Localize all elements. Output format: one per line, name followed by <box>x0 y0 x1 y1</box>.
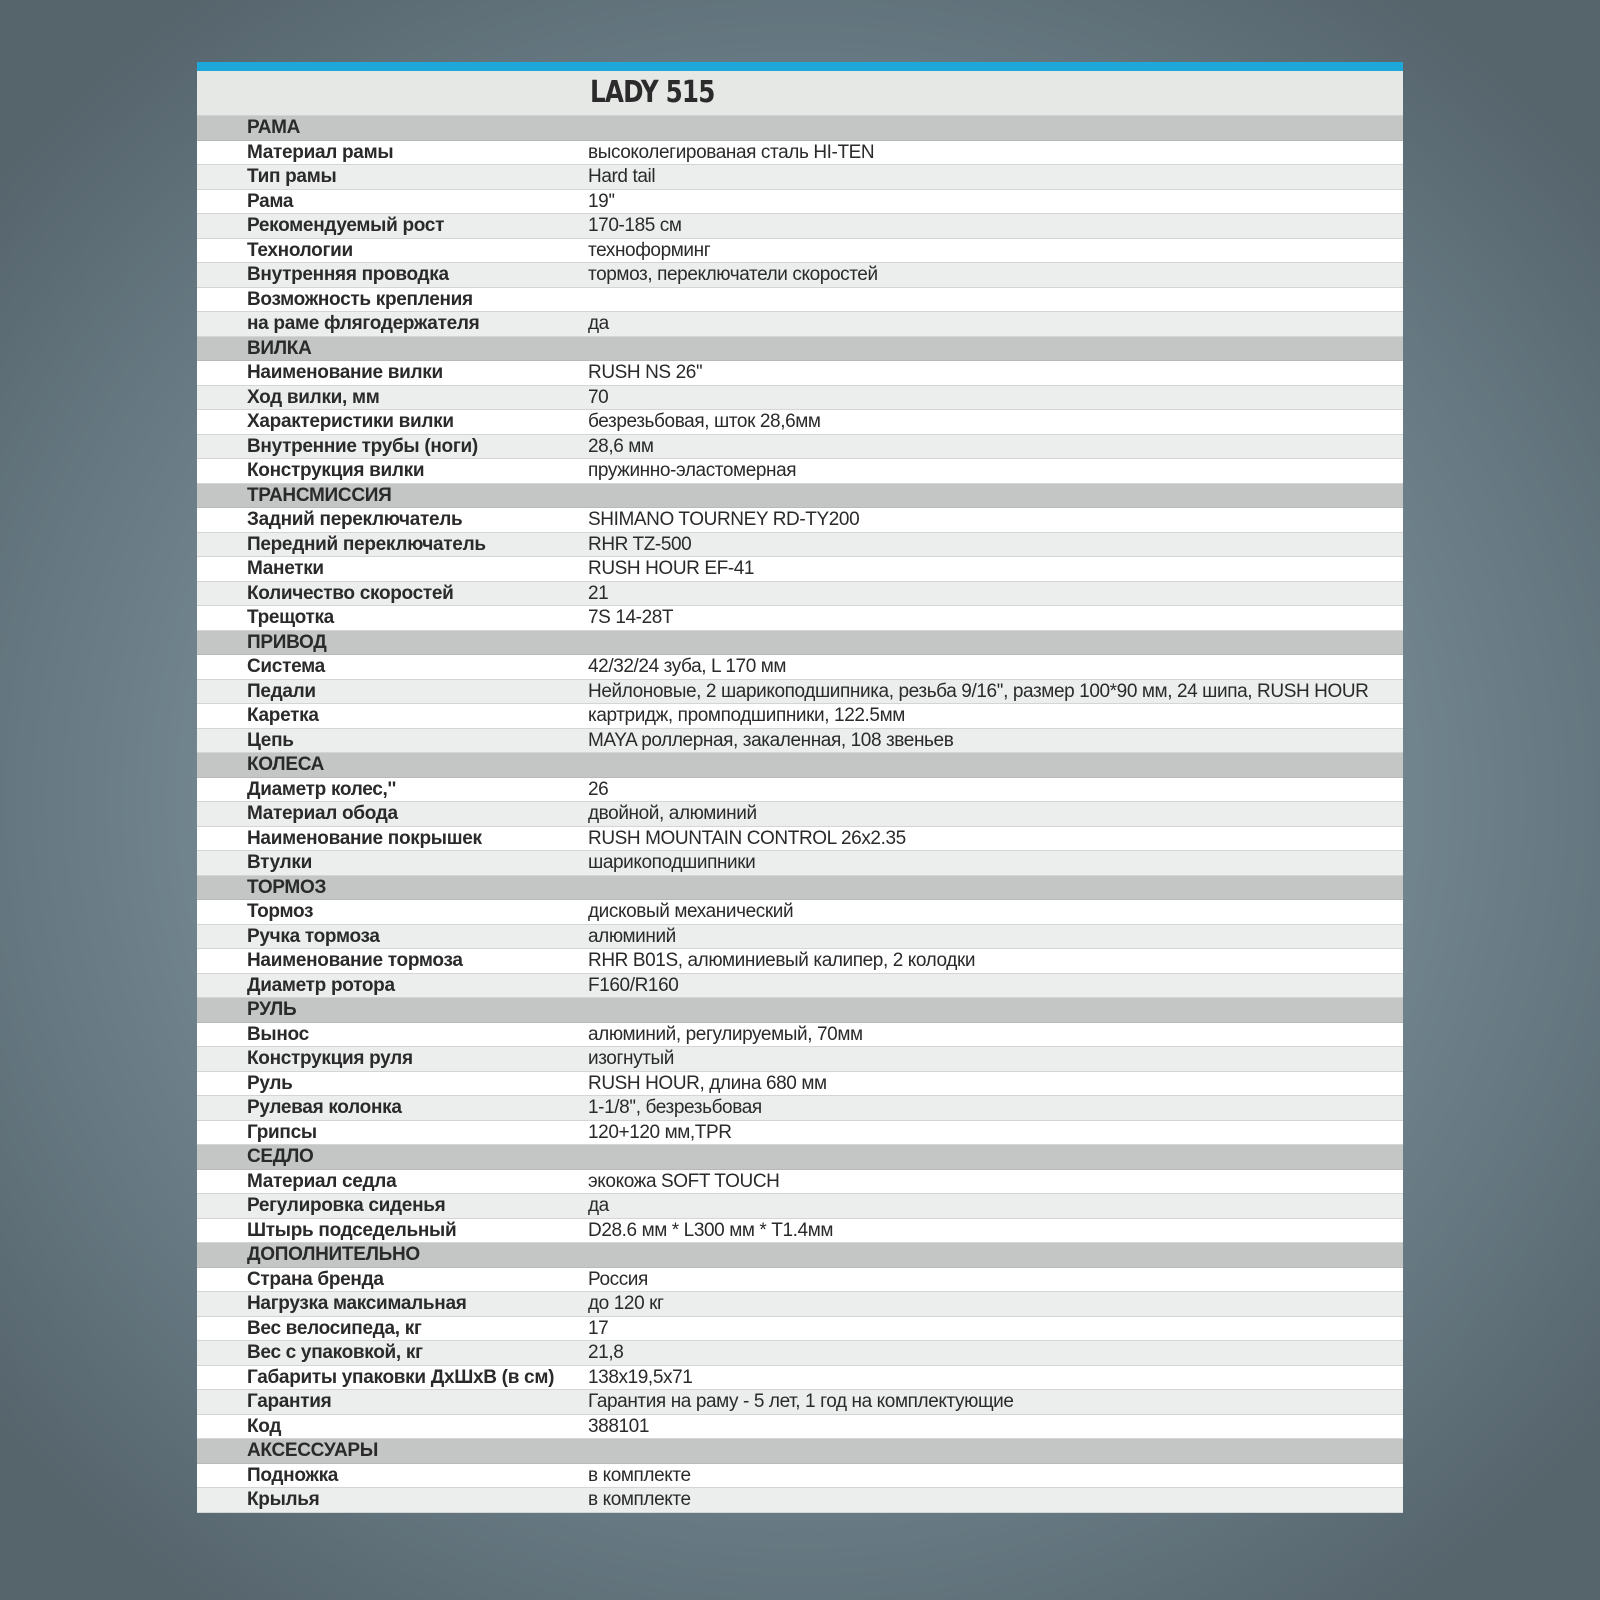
spec-label: Технологии <box>247 239 353 261</box>
spec-value: 120+120 мм,TPR <box>588 1121 732 1143</box>
spec-value: да <box>588 1195 609 1217</box>
spec-label: Втулки <box>247 852 313 874</box>
spec-row <box>197 1121 1403 1146</box>
spec-label: Габариты упаковки ДхШхВ (в см) <box>247 1366 555 1388</box>
spec-value: 26 <box>588 778 609 800</box>
spec-value: SHIMANO TOURNEY RD-TY200 <box>588 509 860 531</box>
spec-value: 28,6 мм <box>588 435 654 457</box>
section-title: ДОПОЛНИТЕЛЬНО <box>247 1244 420 1266</box>
spec-value: высоколегированая сталь HI-TEN <box>588 141 875 163</box>
spec-label: Трещотка <box>247 607 334 629</box>
spec-row <box>197 1488 1403 1513</box>
spec-row <box>197 239 1403 264</box>
section-title: АКСЕССУАРЫ <box>247 1440 379 1462</box>
section-header <box>197 1145 1403 1170</box>
spec-row <box>197 435 1403 460</box>
spec-row <box>197 361 1403 386</box>
spec-row <box>197 925 1403 950</box>
spec-value: RUSH NS 26'' <box>588 362 703 384</box>
section-header <box>197 337 1403 362</box>
spec-value: 42/32/24 зуба, L 170 мм <box>588 656 787 678</box>
spec-sheet <box>197 62 1403 1513</box>
spec-value: 21,8 <box>588 1342 624 1364</box>
spec-label: Регулировка сиденья <box>247 1195 446 1217</box>
section-title: РУЛЬ <box>247 999 297 1021</box>
spec-label: Страна бренда <box>247 1268 384 1290</box>
spec-value: да <box>588 313 609 335</box>
spec-row <box>197 386 1403 411</box>
spec-label: Тормоз <box>247 901 314 923</box>
spec-row <box>197 1072 1403 1097</box>
spec-value: алюминий <box>588 925 676 947</box>
page-title: LADY 515 <box>590 75 715 110</box>
spec-value: шарикоподшипники <box>588 852 756 874</box>
spec-label: Нагрузка максимальная <box>247 1293 467 1315</box>
spec-value: пружинно-эластомерная <box>588 460 797 482</box>
spec-value: тормоз, переключатели скоростей <box>588 264 878 286</box>
spec-label: Ручка тормоза <box>247 925 380 947</box>
spec-label: Код <box>247 1415 282 1437</box>
section-header <box>197 1243 1403 1268</box>
spec-row <box>197 1096 1403 1121</box>
spec-row <box>197 1047 1403 1072</box>
spec-label: Рекомендуемый рост <box>247 215 445 237</box>
spec-table <box>197 116 1403 1513</box>
spec-row <box>197 1390 1403 1415</box>
spec-label: Вес велосипеда, кг <box>247 1317 422 1339</box>
spec-row <box>197 508 1403 533</box>
spec-label: Материал рамы <box>247 141 394 163</box>
spec-row <box>197 827 1403 852</box>
section-title: КОЛЕСА <box>247 754 325 776</box>
spec-row <box>197 802 1403 827</box>
spec-value: в комплекте <box>588 1464 691 1486</box>
spec-label: Диаметр колес,'' <box>247 778 396 800</box>
spec-label: Гарантия <box>247 1391 332 1413</box>
section-header <box>197 876 1403 901</box>
spec-row <box>197 533 1403 558</box>
spec-row <box>197 606 1403 631</box>
spec-label: Конструкция вилки <box>247 460 425 482</box>
spec-label: на раме флягодержателя <box>247 313 480 335</box>
spec-row <box>197 1317 1403 1342</box>
spec-value: 17 <box>588 1317 609 1339</box>
spec-row <box>197 1366 1403 1391</box>
spec-value: 170-185 см <box>588 215 682 237</box>
spec-value: Hard tail <box>588 166 656 188</box>
spec-value: D28.6 мм * L300 мм * T1.4мм <box>588 1219 834 1241</box>
spec-row <box>197 1415 1403 1440</box>
spec-row <box>197 557 1403 582</box>
spec-label: Вес с упаковкой, кг <box>247 1342 423 1364</box>
spec-label: Вынос <box>247 1023 309 1045</box>
section-title: ВИЛКА <box>247 337 312 359</box>
spec-label: Задний переключатель <box>247 509 463 531</box>
spec-value: 1-1/8'', безрезьбовая <box>588 1097 762 1119</box>
spec-row <box>197 778 1403 803</box>
spec-row <box>197 680 1403 705</box>
spec-label: Количество скоростей <box>247 582 454 604</box>
spec-label: Ход вилки, мм <box>247 386 380 408</box>
spec-value: 70 <box>588 386 609 408</box>
section-title: ТРАНСМИССИЯ <box>247 484 392 506</box>
spec-value: алюминий, регулируемый, 70мм <box>588 1023 863 1045</box>
spec-row <box>197 1464 1403 1489</box>
spec-row <box>197 1194 1403 1219</box>
spec-value: 21 <box>588 582 609 604</box>
spec-row <box>197 263 1403 288</box>
spec-value: RUSH MOUNTAIN CONTROL 26x2.35 <box>588 827 906 849</box>
spec-value: безрезьбовая, шток 28,6мм <box>588 411 821 433</box>
section-title: СЕДЛО <box>247 1146 314 1168</box>
spec-label: Грипсы <box>247 1121 317 1143</box>
spec-row <box>197 288 1403 313</box>
spec-label: Педали <box>247 680 316 702</box>
spec-row <box>197 1268 1403 1293</box>
spec-row <box>197 1170 1403 1195</box>
spec-row <box>197 974 1403 999</box>
spec-label: Подножка <box>247 1464 339 1486</box>
spec-label: Внутренние трубы (ноги) <box>247 435 478 457</box>
spec-label: Наименование тормоза <box>247 950 463 972</box>
spec-value: Россия <box>588 1268 648 1290</box>
spec-value: Нейлоновые, 2 шарикоподшипника, резьба 9/16'', размер 100*90 мм, 24 шипа, RUSH HOUR <box>588 680 1369 702</box>
spec-value: RHR B01S, алюминиевый калипер, 2 колодки <box>588 950 976 972</box>
spec-label: Штырь подседельный <box>247 1219 457 1241</box>
spec-label: Рулевая колонка <box>247 1097 402 1119</box>
spec-value: 19'' <box>588 190 615 212</box>
spec-value: RUSH HOUR, длина 680 мм <box>588 1072 827 1094</box>
spec-value: Гарантия на раму - 5 лет, 1 год на комплектующие <box>588 1391 1014 1413</box>
spec-row <box>197 851 1403 876</box>
spec-value: MAYA роллерная, закаленная, 108 звеньев <box>588 729 954 751</box>
spec-label: Крылья <box>247 1489 320 1511</box>
spec-label: Внутренняя проводка <box>247 264 449 286</box>
section-header <box>197 998 1403 1023</box>
spec-row <box>197 410 1403 435</box>
spec-label: Передний переключатель <box>247 533 486 555</box>
spec-value: RUSH HOUR EF-41 <box>588 558 755 580</box>
spec-row <box>197 704 1403 729</box>
spec-value: дисковый механический <box>588 901 794 923</box>
section-title: ПРИВОД <box>247 631 327 653</box>
spec-row <box>197 1023 1403 1048</box>
spec-row <box>197 582 1403 607</box>
spec-row <box>197 312 1403 337</box>
spec-value: до 120 кг <box>588 1293 664 1315</box>
spec-value: экокожа SOFT TOUCH <box>588 1170 780 1192</box>
spec-label: Конструкция руля <box>247 1048 413 1070</box>
spec-value: 7S 14-28T <box>588 607 674 629</box>
spec-row <box>197 900 1403 925</box>
spec-value: двойной, алюминий <box>588 803 757 825</box>
spec-label: Диаметр ротора <box>247 974 395 996</box>
title-row <box>197 71 1403 116</box>
spec-label: Наименование покрышек <box>247 827 482 849</box>
section-header <box>197 753 1403 778</box>
spec-value: картридж, промподшипники, 122.5мм <box>588 705 905 727</box>
spec-row <box>197 655 1403 680</box>
section-header <box>197 1439 1403 1464</box>
spec-label: Цепь <box>247 729 294 751</box>
spec-row <box>197 165 1403 190</box>
spec-row <box>197 190 1403 215</box>
spec-row <box>197 459 1403 484</box>
spec-row <box>197 949 1403 974</box>
spec-row <box>197 1219 1403 1244</box>
spec-value: в комплекте <box>588 1489 691 1511</box>
spec-label: Наименование вилки <box>247 362 443 384</box>
spec-row <box>197 1292 1403 1317</box>
spec-row <box>197 141 1403 166</box>
spec-label: Система <box>247 656 325 678</box>
spec-row <box>197 1341 1403 1366</box>
spec-value: 138x19,5x71 <box>588 1366 693 1388</box>
spec-row <box>197 214 1403 239</box>
spec-label: Тип рамы <box>247 166 337 188</box>
section-header <box>197 116 1403 141</box>
accent-bar <box>197 62 1403 71</box>
section-header <box>197 631 1403 656</box>
spec-row <box>197 729 1403 754</box>
section-title: ТОРМОЗ <box>247 876 327 898</box>
spec-label: Материал обода <box>247 803 398 825</box>
spec-value: RHR TZ-500 <box>588 533 692 555</box>
spec-value: техноформинг <box>588 239 711 261</box>
spec-value: 388101 <box>588 1415 650 1437</box>
spec-label: Характеристики вилки <box>247 411 454 433</box>
spec-label: Возможность крепления <box>247 288 473 310</box>
spec-label: Руль <box>247 1072 293 1094</box>
section-title: РАМА <box>247 117 301 139</box>
spec-value: изогнутый <box>588 1048 674 1070</box>
spec-label: Материал седла <box>247 1170 397 1192</box>
section-header <box>197 484 1403 509</box>
spec-label: Манетки <box>247 558 324 580</box>
spec-label: Рама <box>247 190 294 212</box>
spec-label: Каретка <box>247 705 319 727</box>
spec-value: F160/R160 <box>588 974 679 996</box>
